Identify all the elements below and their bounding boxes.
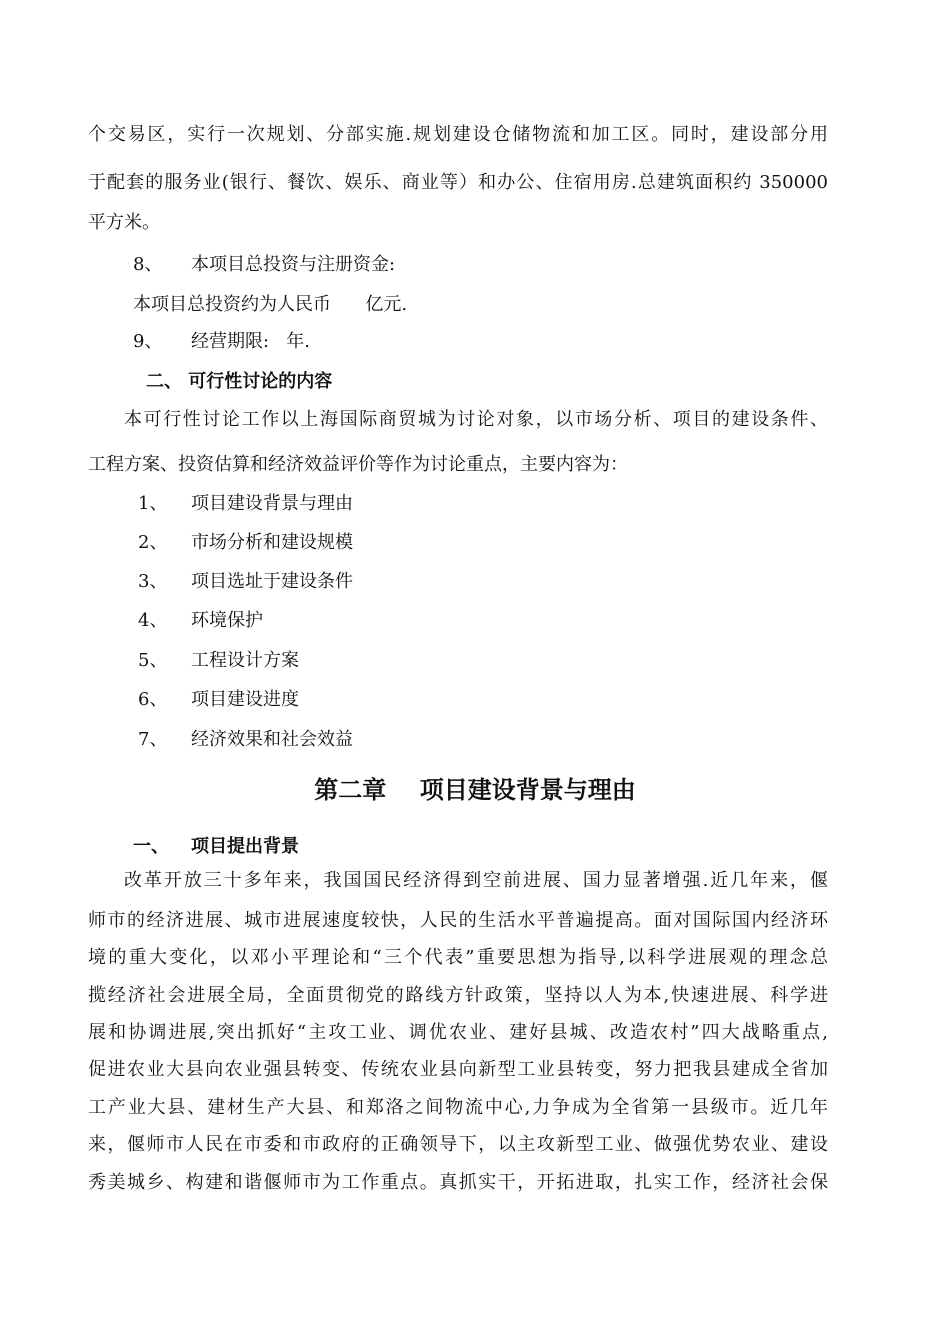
list-item-number: 6、 <box>138 689 168 710</box>
chapter-para-line-8: 来，偃师市人民在市委和市政府的正确领导下，以主攻新型工业、做强优势农业、建设 <box>88 1134 828 1155</box>
chapter-para-line-3: 境的重大变化，以邓小平理论和“三个代表”重要思想为指导,以科学进展观的理念总 <box>88 947 828 968</box>
list-item-text: 环境保护 <box>191 610 263 631</box>
subheading-text: 项目提出背景 <box>191 836 299 857</box>
intro-line-2: 于配套的服务业(银行、餐饮、娱乐、商业等）和办公、住宿用房.总建筑面积约 350000 <box>88 172 828 193</box>
item8-number: 8、 <box>133 254 163 275</box>
list-item-number: 4、 <box>138 610 168 631</box>
section2-line-1: 本可行性讨论工作以上海国际商贸城为讨论对象，以市场分析、项目的建设条件、 <box>124 409 828 430</box>
section2-line-2: 工程方案、投资估算和经济效益评价等作为讨论重点，主要内容为： <box>88 454 628 475</box>
list-item-text: 经济效果和社会效益 <box>191 729 353 750</box>
item8-detail: 本项目总投资约为人民币 亿元. <box>133 294 408 315</box>
chapter-para-line-9: 秀美城乡、构建和谐偃师市为工作重点。真抓实干，开拓进取，扎实工作，经济社会保 <box>88 1172 828 1193</box>
chapter-para-line-2: 师市的经济进展、城市进展速度较快，人民的生活水平普遍提高。面对国际国内经济环 <box>88 910 828 931</box>
chapter-para-line-7: 工产业大县、建材生产大县、和郑洛之间物流中心,力争成为全省第一县级市。近几年 <box>88 1097 828 1118</box>
item9-label: 经营期限: 年. <box>191 331 310 352</box>
list-item-text: 项目选址于建设条件 <box>191 571 353 592</box>
chapter-title: 第二章 项目建设背景与理由 <box>314 776 636 804</box>
subheading-number: 一、 <box>133 836 169 857</box>
section2-heading: 二、 可行性讨论的内容 <box>146 371 333 392</box>
list-item-text: 市场分析和建设规模 <box>191 532 353 553</box>
list-item-number: 5、 <box>138 650 168 671</box>
list-item-number: 2、 <box>138 532 168 553</box>
chapter-para-line-5: 展和协调进展,突出抓好“主攻工业、调优农业、建好县城、改造农村”四大战略重点, <box>88 1022 828 1043</box>
intro-line-3: 平方米。 <box>88 212 160 233</box>
list-item-number: 3、 <box>138 571 168 592</box>
chapter-para-line-6: 促进农业大县向农业强县转变、传统农业县向新型工业县转变，努力把我县建成全省加 <box>88 1059 828 1080</box>
intro-line-1: 个交易区，实行一次规划、分部实施.规划建设仓储物流和加工区。同时，建设部分用 <box>88 124 828 145</box>
item9-number: 9、 <box>133 331 163 352</box>
item8-label: 本项目总投资与注册资金: <box>191 254 396 275</box>
list-item-text: 项目建设背景与理由 <box>191 493 353 514</box>
list-item-text: 工程设计方案 <box>191 650 299 671</box>
list-item-number: 1、 <box>138 493 168 514</box>
list-item-text: 项目建设进度 <box>191 689 299 710</box>
chapter-para-line-1: 改革开放三十多年来，我国国民经济得到空前进展、国力显著增强.近几年来，偃 <box>124 870 828 891</box>
list-item-number: 7、 <box>138 729 168 750</box>
chapter-para-line-4: 揽经济社会进展全局，全面贯彻党的路线方针政策，坚持以人为本,快速进展、科学进 <box>88 985 828 1006</box>
